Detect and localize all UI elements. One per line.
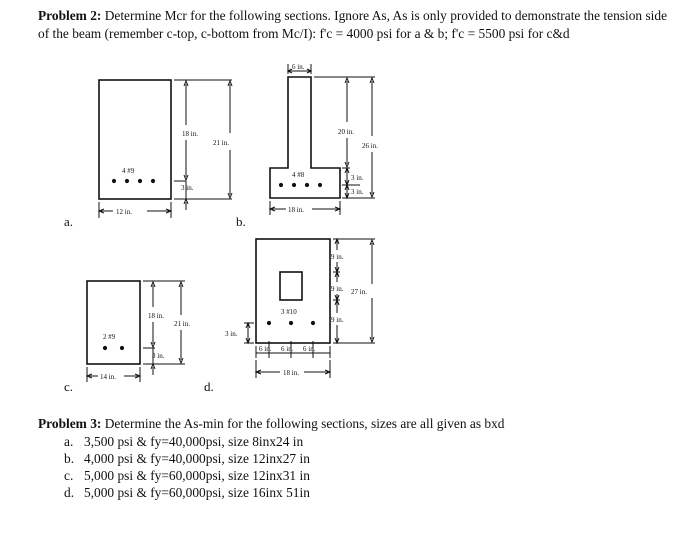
d-spacing-1-label: 6 in. [259,345,272,353]
c-bars-label: 2 #9 [103,333,116,341]
b-flange-label: 6 in. [292,63,305,71]
section-d-outline [256,239,330,343]
b-cover2-label: 3 in. [351,188,364,196]
problem-3-intro [38,415,678,432]
d-width-label: 18 in. [283,369,299,377]
problem-2-heading: Problem 2: [38,8,102,23]
section-c [87,281,185,382]
b-total-label: 26 in. [362,142,378,150]
figure-labels [100,63,378,381]
section-d-opening [280,272,302,300]
d-bars-label: 3 #10 [281,308,297,316]
d-spacing-2-label: 6 in. [281,345,294,353]
problem-3-heading: Problem 3: [38,416,102,431]
section-d [244,239,375,378]
d-dim1-label: 9 in. [331,253,344,261]
problem-3-list [38,433,678,501]
section-d-bars [267,321,315,325]
a-height-label: 18 in. [182,130,198,138]
a-total-label: 21 in. [213,139,229,147]
list-item: d. 5,000 psi & fy=60,000psi, size 16inx 51in [64,485,310,500]
section-a [99,80,232,218]
problem-2-text: Determine Mcr for the following sections. Ignore As, As is only provided to demonstrate the tension side of the beam (remember c-top, c-bottom from Mc/I): f'c = 4000 psi for a & b; f'c = 5500 psi for c&d [38,8,668,41]
b-cover1-label: 3 in. [351,174,364,182]
d-cover-label: 3 in. [225,330,238,338]
a-width-label: 12 in. [116,208,132,216]
b-bars-label: 4 #8 [292,171,305,179]
list-item: b. 4,000 psi & fy=40,000psi, size 12inx27 in [64,451,310,466]
b-web-height-label: 20 in. [338,128,354,136]
figure-c-label: c. [64,379,74,394]
section-a-outline [99,80,171,199]
problem-3 [38,415,678,501]
c-height-label: 18 in. [148,312,164,320]
list-item: a. 3,500 psi & fy=40,000psi, size 8inx24 in [64,434,304,449]
b-width-label: 18 in. [288,206,304,214]
c-total-label: 21 in. [174,320,190,328]
figure-a-label: a. [64,214,74,229]
list-item: c. 5,000 psi & fy=60,000psi, size 12inx31 in [64,468,310,483]
a-bars-label: 4 #9 [122,167,135,175]
section-a-bars [112,179,155,183]
d-total-label: 27 in. [351,288,367,296]
d-spacing-3-label: 6 in. [303,345,316,353]
problem-3-text: Determine the As-min for the following sections, sizes are all given as bxd [104,416,505,431]
c-width-label: 14 in. [100,373,116,381]
c-cover-label: 3 in. [152,352,165,360]
figure-d-label: d. [204,379,214,394]
section-b-bars [279,183,322,187]
d-dim3-label: 9 in. [331,316,344,324]
section-c-outline [87,281,140,364]
d-dim2-label: 9 in. [331,285,344,293]
section-b-outline [270,77,340,198]
figure-b-label: b. [236,214,246,229]
a-cover-label: 3 in. [181,184,194,192]
section-c-bars [103,346,124,350]
